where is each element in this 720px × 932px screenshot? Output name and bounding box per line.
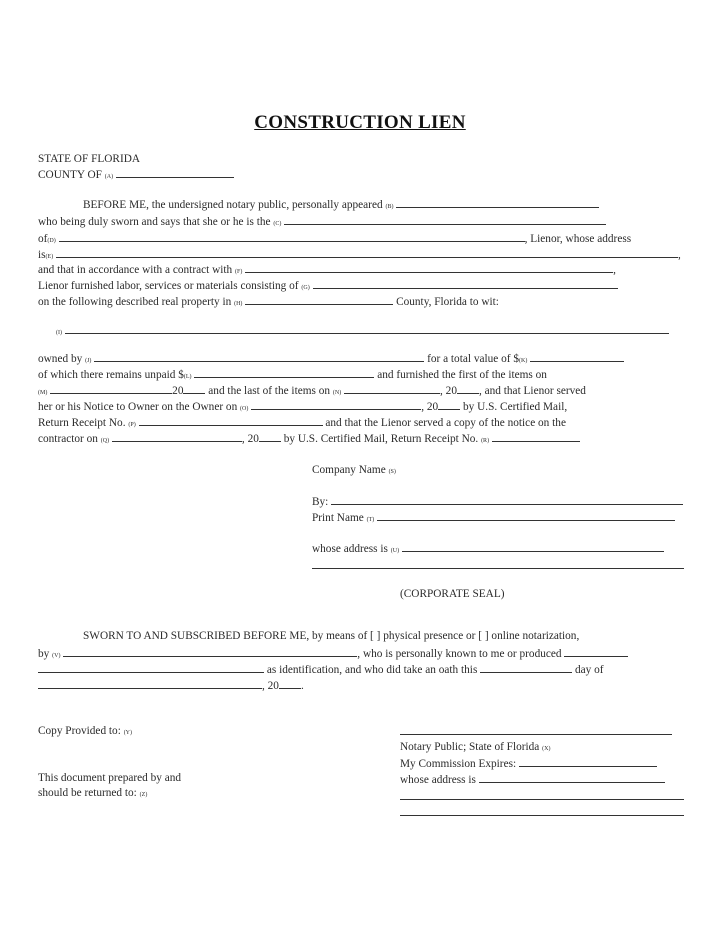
oath-year-blank[interactable]	[279, 678, 301, 689]
notary-address-blank[interactable]	[479, 772, 665, 783]
signature-address-blank-2[interactable]	[312, 568, 684, 569]
jurat-line1: SWORN TO AND SUBSCRIBED BEFORE ME, by means of [ ] physical presence or [ ] online notarization,	[83, 630, 580, 642]
para2-line3: (M) 20 and the last of the items on (N) , 20 , and that Lienor served	[38, 385, 586, 397]
para1-line5: and that in accordance with a contract with (F) ,	[38, 264, 616, 276]
last-items-year-blank[interactable]	[457, 383, 479, 394]
oath-day-blank[interactable]	[480, 662, 572, 673]
identification-blank[interactable]	[38, 662, 264, 673]
para2-line5: Return Receipt No. (P) and that the Lienor served a copy of the notice on the	[38, 417, 566, 429]
notice-year-blank[interactable]	[438, 399, 460, 410]
county-marker: (A)	[104, 174, 114, 180]
by-line: By:	[312, 494, 683, 509]
receipt-number-blank[interactable]	[139, 415, 323, 426]
county-label: COUNTY OF	[38, 169, 102, 181]
corporate-seal-label: (CORPORATE SEAL)	[400, 588, 505, 600]
document-title: CONSTRUCTION LIEN	[254, 112, 466, 133]
prepared-by-label-1: This document prepared by and	[38, 772, 182, 784]
oath-month-blank[interactable]	[38, 678, 262, 689]
signature-address-line: whose address is (U)	[312, 541, 664, 558]
first-items-year-blank[interactable]	[183, 383, 205, 394]
county-property-blank[interactable]	[245, 294, 393, 305]
notary-signature-blank[interactable]	[400, 734, 672, 735]
produced-blank[interactable]	[564, 646, 628, 657]
para2-line1: owned by (J) for a total value of $(K)	[38, 351, 624, 368]
para1-line4: is(E) ,	[38, 249, 681, 261]
jurat-line2: by (V) , who is personally known to me or produced	[38, 646, 628, 663]
notary-address-line: whose address is	[400, 772, 665, 787]
para1-line2: who being duly sworn and says that she or he is the (C)	[38, 214, 606, 231]
para1-line1: BEFORE ME, the undersigned notary public, personally appeared (B)	[83, 197, 599, 214]
print-name-blank[interactable]	[377, 510, 675, 521]
notary-address-blank-2[interactable]	[400, 799, 684, 800]
print-name-line: Print Name (T)	[312, 510, 675, 527]
affiant-name-blank[interactable]	[396, 197, 599, 208]
para1-line6: Lienor furnished labor, services or materials consisting of (G)	[38, 278, 618, 295]
signature-blank[interactable]	[331, 494, 683, 505]
commission-line: My Commission Expires:	[400, 756, 657, 771]
copy-provided-label: Copy Provided to: (Y)	[38, 725, 133, 737]
para2-line4: her or his Notice to Owner on the Owner on (O) , 20 by U.S. Certified Mail,	[38, 401, 568, 413]
affiant-title-blank[interactable]	[284, 214, 606, 225]
county-blank[interactable]	[116, 167, 234, 178]
para1-line7: on the following described real property in (H) County, Florida to wit:	[38, 296, 499, 308]
para1-line3: of(D) , Lienor, whose address	[38, 233, 632, 245]
notary-public-label: Notary Public; State of Florida (X)	[400, 741, 551, 753]
notary-address-blank-3[interactable]	[400, 815, 684, 816]
para1-line8: (I)	[56, 323, 669, 340]
commission-blank[interactable]	[519, 756, 657, 767]
jurat-line3: as identification, and who did take an oath this day of	[38, 662, 604, 677]
notice-date-blank[interactable]	[251, 399, 421, 410]
para2-line6: contractor on (Q) , 20 by U.S. Certified Mail, Return Receipt No. (R)	[38, 431, 580, 448]
county-line	[38, 167, 234, 184]
owner-blank[interactable]	[94, 351, 424, 362]
lienor-address-blank[interactable]	[56, 247, 678, 258]
last-items-date-blank[interactable]	[344, 383, 440, 394]
first-items-date-blank[interactable]	[50, 383, 172, 394]
prepared-by-label-2: should be returned to: (Z)	[38, 787, 148, 799]
total-value-blank[interactable]	[530, 351, 624, 362]
jurat-line4: , 20 .	[38, 678, 304, 693]
sworn-by-blank[interactable]	[63, 646, 357, 657]
lienor-name-blank[interactable]	[59, 231, 525, 242]
contract-party-blank[interactable]	[245, 262, 613, 273]
contractor-year-blank[interactable]	[259, 431, 281, 442]
contractor-receipt-blank[interactable]	[492, 431, 580, 442]
unpaid-amount-blank[interactable]	[194, 367, 374, 378]
company-name-label: Company Name (S)	[312, 464, 396, 476]
property-description-blank[interactable]	[65, 323, 669, 334]
contractor-date-blank[interactable]	[112, 431, 242, 442]
signature-address-blank[interactable]	[402, 541, 664, 552]
para2-line2: of which there remains unpaid $(L) and furnished the first of the items on	[38, 369, 547, 381]
state-label: STATE OF FLORIDA	[38, 153, 141, 165]
materials-blank[interactable]	[313, 278, 618, 289]
